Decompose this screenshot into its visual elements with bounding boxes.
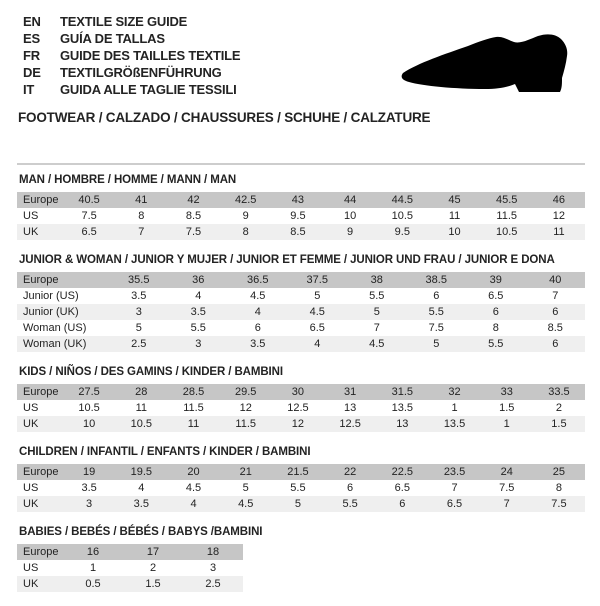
shoe-icon xyxy=(390,25,580,100)
size-cell: 44.5 xyxy=(391,194,414,206)
size-cell: 1.5 xyxy=(551,418,567,430)
size-cell: 5.5 xyxy=(369,290,385,302)
size-cell: 6 xyxy=(399,498,406,510)
size-cell: 4.5 xyxy=(238,498,254,510)
row-label: UK xyxy=(23,418,39,430)
table-row xyxy=(17,544,243,560)
size-table xyxy=(17,192,585,240)
size-cell: 6 xyxy=(433,290,440,302)
language-code: DE xyxy=(23,65,41,80)
language-code: ES xyxy=(23,31,40,46)
size-cell: 38 xyxy=(370,274,383,286)
row-label: Woman (UK) xyxy=(23,338,87,350)
size-cell: 5 xyxy=(373,306,380,318)
size-cell: 6.5 xyxy=(446,498,463,510)
size-cell: 28.5 xyxy=(182,386,205,398)
size-tables xyxy=(17,174,585,606)
size-cell: 2 xyxy=(555,402,562,414)
size-cell: 4 xyxy=(314,338,321,350)
size-cell: 11.5 xyxy=(183,402,204,414)
size-cell: 11 xyxy=(187,418,200,430)
size-cell: 7.5 xyxy=(428,322,444,334)
size-table-title: JUNIOR & WOMAN / JUNIOR Y MUJER / JUNIOR ET FEMME / JUNIOR UND FRAU / JUNIOR E DONA xyxy=(19,254,555,266)
size-cell: 31 xyxy=(343,386,357,398)
size-cell: 1 xyxy=(503,418,510,430)
row-label: Junior (UK) xyxy=(23,306,79,318)
size-cell: 10 xyxy=(343,210,357,222)
size-cell: 5 xyxy=(135,322,142,334)
size-cell: 5 xyxy=(314,290,321,302)
size-cell: 4.5 xyxy=(309,306,325,318)
size-cell: 10.5 xyxy=(391,210,414,222)
size-cell: 1.5 xyxy=(499,402,515,414)
size-cell: 22 xyxy=(343,466,357,478)
size-cell: 5.5 xyxy=(488,338,504,350)
size-cell: 10.5 xyxy=(130,418,153,430)
size-cell: 5.5 xyxy=(290,482,306,494)
size-cell: 30 xyxy=(291,386,305,398)
size-cell: 5 xyxy=(242,482,249,494)
table-row xyxy=(17,208,585,224)
row-label: UK xyxy=(23,498,39,510)
size-cell: 3.5 xyxy=(250,338,266,350)
language-row xyxy=(23,13,240,30)
size-cell: 13.5 xyxy=(443,418,466,430)
row-label: Woman (US) xyxy=(23,322,87,334)
size-cell: 12.5 xyxy=(339,418,361,430)
size-cell: 21 xyxy=(239,466,252,478)
size-cell: 19.5 xyxy=(130,466,153,478)
size-cell: 10.5 xyxy=(78,402,100,414)
size-cell: 6.5 xyxy=(394,482,410,494)
table-row xyxy=(17,416,585,432)
size-cell: 45 xyxy=(448,194,461,206)
row-label: Europe xyxy=(23,194,59,206)
size-cell: 7 xyxy=(503,498,510,510)
language-code: IT xyxy=(23,82,35,97)
size-cell: 4 xyxy=(254,306,261,318)
size-cell: 13 xyxy=(396,418,409,430)
size-cell: 39 xyxy=(489,274,502,286)
size-cell: 31.5 xyxy=(391,386,414,398)
size-cell: 32 xyxy=(448,386,461,398)
size-cell: 3 xyxy=(209,562,217,574)
size-cell: 8.5 xyxy=(290,226,306,238)
table-row xyxy=(17,560,243,576)
size-table-title: CHILDREN / INFANTIL / ENFANTS / KINDER / BAMBINI xyxy=(19,446,311,458)
size-cell: 10 xyxy=(448,226,461,238)
table-row xyxy=(17,576,243,592)
size-cell: 9 xyxy=(347,226,354,238)
row-label: Junior (US) xyxy=(23,290,79,302)
size-cell: 18 xyxy=(206,546,220,558)
size-cell: 8 xyxy=(242,226,249,238)
size-table-title: KIDS / NIÑOS / DES GAMINS / KINDER / BAMBINI xyxy=(19,366,283,378)
size-cell: 1 xyxy=(89,562,97,574)
table-row xyxy=(17,336,585,352)
language-label: GUIDA ALLE TAGLIE TESSILI xyxy=(60,82,237,97)
size-cell: 17 xyxy=(146,546,160,558)
size-cell: 9 xyxy=(242,210,249,222)
language-row xyxy=(23,81,240,98)
size-cell: 5.5 xyxy=(342,498,358,510)
size-cell: 6 xyxy=(492,306,499,318)
size-cell: 8 xyxy=(555,482,562,494)
size-cell: 3.5 xyxy=(133,498,149,510)
size-cell: 6.5 xyxy=(81,226,97,238)
size-cell: 1 xyxy=(451,402,458,414)
table-row xyxy=(17,224,585,240)
language-row xyxy=(23,64,240,81)
size-cell: 37.5 xyxy=(306,274,328,286)
row-label: US xyxy=(23,210,39,222)
size-table xyxy=(17,272,585,352)
size-cell: 20 xyxy=(187,466,200,478)
size-cell: 7.5 xyxy=(81,210,97,222)
size-cell: 7.5 xyxy=(499,482,515,494)
size-cell: 3 xyxy=(195,338,202,350)
size-cell: 7 xyxy=(552,290,559,302)
row-label: US xyxy=(23,482,39,494)
language-list xyxy=(23,13,240,98)
size-table-section xyxy=(17,526,585,592)
size-cell: 36 xyxy=(192,274,205,286)
table-row xyxy=(17,496,585,512)
size-cell: 5 xyxy=(433,338,440,350)
size-cell: 4 xyxy=(138,482,145,494)
size-cell: 7 xyxy=(138,226,145,238)
size-cell: 22.5 xyxy=(391,466,414,478)
size-cell: 11 xyxy=(135,402,148,414)
size-table xyxy=(17,384,585,432)
size-cell: 35.5 xyxy=(128,274,150,286)
size-table-section xyxy=(17,174,585,240)
size-cell: 40.5 xyxy=(78,194,100,206)
size-cell: 45.5 xyxy=(496,194,518,206)
row-label: Europe xyxy=(23,546,59,558)
size-table-section xyxy=(17,366,585,432)
table-row xyxy=(17,288,585,304)
size-cell: 3.5 xyxy=(81,482,97,494)
row-label: Europe xyxy=(23,466,59,478)
language-label: GUÍA DE TALLAS xyxy=(60,31,165,46)
size-table-section xyxy=(17,446,585,512)
size-cell: 9.5 xyxy=(394,226,410,238)
size-cell: 4 xyxy=(195,290,202,302)
category-title: FOOTWEAR / CALZADO / CHAUSSURES / SCHUHE / CALZATURE xyxy=(18,110,431,125)
size-cell: 23.5 xyxy=(443,466,466,478)
size-cell: 12.5 xyxy=(287,402,309,414)
size-cell: 11 xyxy=(448,210,461,222)
size-cell: 33 xyxy=(500,386,513,398)
size-cell: 16 xyxy=(86,546,100,558)
table-row xyxy=(17,400,585,416)
size-cell: 2.5 xyxy=(131,338,147,350)
size-cell: 6.5 xyxy=(309,322,325,334)
size-cell: 40 xyxy=(549,274,562,286)
size-cell: 41 xyxy=(135,194,148,206)
size-cell: 9.5 xyxy=(290,210,306,222)
size-cell: 13 xyxy=(343,402,357,414)
size-table xyxy=(17,544,243,592)
size-cell: 13.5 xyxy=(391,402,414,414)
size-cell: 33.5 xyxy=(548,386,570,398)
row-label: US xyxy=(23,402,39,414)
size-cell: 8.5 xyxy=(185,210,202,222)
language-row xyxy=(23,30,240,47)
size-cell: 38.5 xyxy=(425,274,447,286)
size-table xyxy=(17,464,585,512)
size-cell: 7.5 xyxy=(551,498,567,510)
size-cell: 6 xyxy=(552,338,559,350)
row-label: Europe xyxy=(23,274,59,286)
size-cell: 21.5 xyxy=(287,466,309,478)
size-cell: 5 xyxy=(294,498,301,510)
row-label: Europe xyxy=(23,386,59,398)
size-table-title: MAN / HOMBRE / HOMME / MANN / MAN xyxy=(19,174,237,186)
size-cell: 2.5 xyxy=(205,578,221,590)
language-row xyxy=(23,47,240,64)
size-cell: 42.5 xyxy=(235,194,257,206)
size-cell: 19 xyxy=(82,466,96,478)
size-cell: 8 xyxy=(138,210,145,222)
size-cell: 6 xyxy=(347,482,354,494)
size-cell: 44 xyxy=(343,194,357,206)
size-cell: 43 xyxy=(291,194,305,206)
section-divider xyxy=(17,163,585,165)
table-row xyxy=(17,272,585,288)
size-cell: 12 xyxy=(552,210,566,222)
size-cell: 3 xyxy=(135,306,142,318)
size-cell: 6 xyxy=(254,322,261,334)
size-cell: 36.5 xyxy=(247,274,269,286)
table-row xyxy=(17,480,585,496)
size-cell: 42 xyxy=(187,194,200,206)
language-label: TEXTILGRÖßENFÜHRUNG xyxy=(60,65,222,80)
size-cell: 27.5 xyxy=(78,386,100,398)
language-code: FR xyxy=(23,48,40,63)
language-label: TEXTILE SIZE GUIDE xyxy=(60,14,188,29)
size-cell: 6 xyxy=(552,306,559,318)
size-cell: 7 xyxy=(373,322,380,334)
size-cell: 6.5 xyxy=(488,290,504,302)
table-row xyxy=(17,464,585,480)
size-cell: 4.5 xyxy=(250,290,266,302)
size-cell: 1.5 xyxy=(145,578,161,590)
row-label: UK xyxy=(23,578,39,590)
language-code: EN xyxy=(23,14,41,29)
size-cell: 4.5 xyxy=(369,338,385,350)
size-cell: 7 xyxy=(451,482,458,494)
size-cell: 11.5 xyxy=(235,418,256,430)
table-row xyxy=(17,320,585,336)
language-label: GUIDE DES TAILLES TEXTILE xyxy=(60,48,241,63)
size-cell: 4 xyxy=(190,498,197,510)
size-cell: 24 xyxy=(500,466,513,478)
size-table-title: BABIES / BEBÉS / BÉBÉS / BABYS /BAMBINI xyxy=(19,526,263,538)
row-label: US xyxy=(23,562,39,574)
size-cell: 5.5 xyxy=(428,306,444,318)
size-cell: 5.5 xyxy=(190,322,206,334)
row-label: UK xyxy=(23,226,39,238)
size-cell: 11.5 xyxy=(496,210,518,222)
size-cell: 7.5 xyxy=(185,226,202,238)
size-cell: 46 xyxy=(552,194,566,206)
table-row xyxy=(17,384,585,400)
size-cell: 12 xyxy=(239,402,252,414)
size-cell: 11 xyxy=(553,226,565,238)
size-cell: 4.5 xyxy=(185,482,202,494)
size-cell: 28 xyxy=(135,386,148,398)
size-cell: 3.5 xyxy=(131,290,147,302)
size-cell: 25 xyxy=(552,466,566,478)
size-cell: 10.5 xyxy=(496,226,518,238)
table-row xyxy=(17,304,585,320)
size-cell: 12 xyxy=(291,418,305,430)
size-cell: 2 xyxy=(149,562,157,574)
size-cell: 3.5 xyxy=(190,306,206,318)
size-table-section xyxy=(17,254,585,352)
size-cell: 0.5 xyxy=(85,578,101,590)
size-cell: 3 xyxy=(86,498,93,510)
table-row xyxy=(17,192,585,208)
size-cell: 10 xyxy=(82,418,96,430)
size-cell: 8.5 xyxy=(547,322,563,334)
size-cell: 29.5 xyxy=(235,386,257,398)
size-cell: 8 xyxy=(492,322,499,334)
